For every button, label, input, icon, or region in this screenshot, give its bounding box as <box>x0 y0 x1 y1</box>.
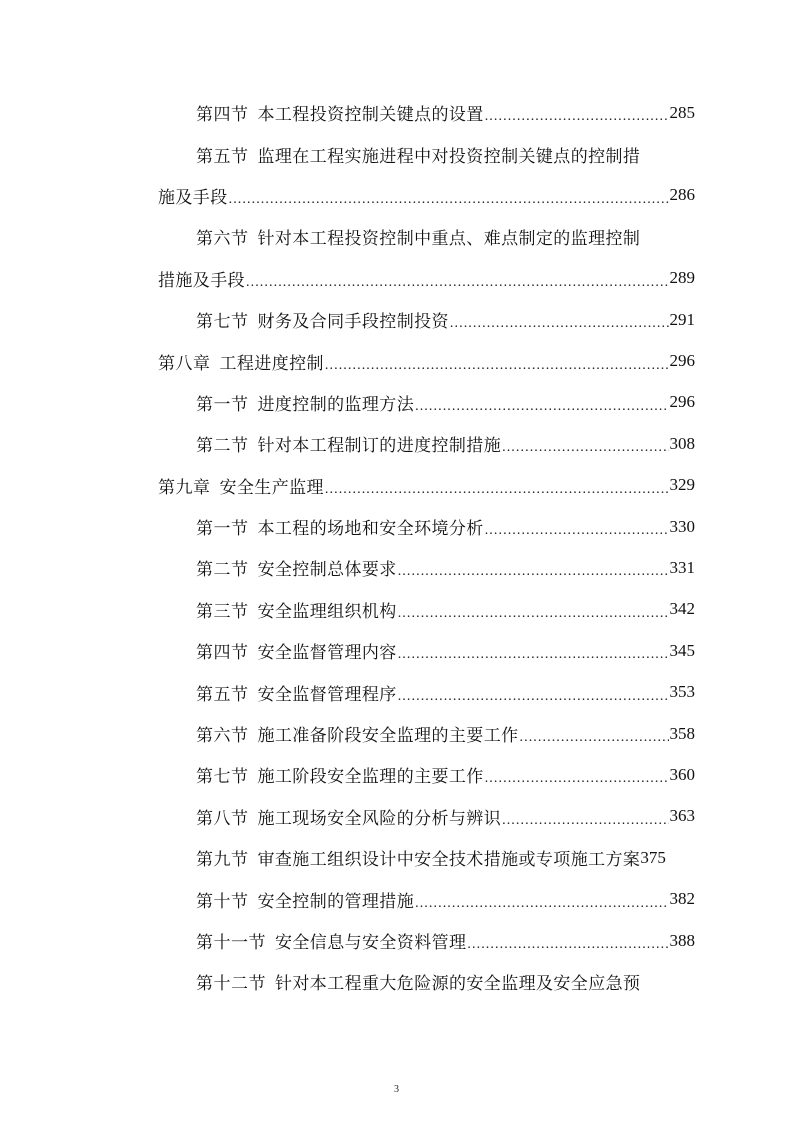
chapter-number: 第九章 <box>158 477 211 498</box>
entry-number: 第一节 <box>196 519 249 540</box>
dot-leader <box>450 312 669 329</box>
entry-title: 安全信息与安全资料管理 <box>275 933 467 953</box>
entry-page: 291 <box>669 309 695 329</box>
entry-number: 第三节 <box>196 601 249 622</box>
dot-leader <box>415 395 668 412</box>
entry-number: 第七节 <box>196 767 249 788</box>
toc-entry[interactable] <box>158 382 695 423</box>
dot-leader <box>502 809 668 826</box>
entry-title: 针对本工程投资控制中重点、难点制定的监理控制 <box>257 229 641 250</box>
entry-page: 296 <box>669 392 695 412</box>
entry-title: 本工程投资控制关键点的设置 <box>257 105 484 126</box>
toc-entry[interactable] <box>158 423 695 464</box>
dot-leader <box>415 892 668 909</box>
dot-leader <box>502 436 668 453</box>
toc-entry[interactable] <box>158 671 695 712</box>
dot-leader <box>229 188 669 205</box>
entry-number: 第九节 <box>196 850 249 871</box>
entry-page: 285 <box>669 102 695 122</box>
entry-page: 375 <box>640 847 666 867</box>
dot-leader <box>398 560 669 577</box>
entry-page: 296 <box>669 351 695 371</box>
entry-title: 施工现场安全风险的分析与辨识 <box>257 808 502 829</box>
entry-title: 本工程的场地和安全环境分析 <box>257 519 484 540</box>
entry-page: 353 <box>669 682 695 702</box>
dot-leader <box>485 767 669 784</box>
entry-number: 第四节 <box>196 105 249 126</box>
entry-title: 监理在工程实施进程中对投资控制关键点的控制措 <box>257 146 641 167</box>
toc-entry-continuation[interactable] <box>158 258 695 299</box>
entry-page: 388 <box>669 930 695 950</box>
toc-entry[interactable] <box>158 837 695 878</box>
toc-entry[interactable] <box>158 216 695 257</box>
entry-page: 286 <box>669 185 695 205</box>
entry-number: 第五节 <box>196 146 249 167</box>
entry-title: 安全控制的管理措施 <box>257 891 415 912</box>
toc-entry[interactable] <box>158 92 695 133</box>
entry-number: 第十二节 <box>196 974 266 995</box>
toc-entry-continuation[interactable] <box>158 175 695 216</box>
entry-title: 施工准备阶段安全监理的主要工作 <box>257 726 519 747</box>
entry-title: 安全监督管理内容 <box>257 643 397 664</box>
entry-number: 第六节 <box>196 229 249 250</box>
entry-title: 施工阶段安全监理的主要工作 <box>257 767 484 788</box>
entry-page: 331 <box>669 557 695 577</box>
entry-title: 针对本工程重大危险源的安全监理及安全应急预 <box>275 974 641 995</box>
table-of-contents <box>158 92 695 1003</box>
dot-leader <box>520 726 669 743</box>
dot-leader <box>246 271 669 288</box>
toc-entry[interactable] <box>158 961 695 1002</box>
page-number: 3 <box>394 1084 399 1095</box>
dot-leader <box>325 354 669 371</box>
entry-page: 330 <box>669 516 695 536</box>
toc-entry[interactable] <box>158 920 695 961</box>
dot-leader <box>325 478 669 495</box>
entry-page: 345 <box>669 640 695 660</box>
entry-title: 安全控制总体要求 <box>257 560 397 581</box>
toc-entry[interactable] <box>158 630 695 671</box>
entry-page: 360 <box>669 764 695 784</box>
toc-entry[interactable] <box>158 589 695 630</box>
entry-page: 289 <box>669 268 695 288</box>
toc-entry[interactable] <box>158 299 695 340</box>
entry-number: 第二节 <box>196 436 249 457</box>
entry-title: 审查施工组织设计中安全技术措施或专项施工方案 <box>257 850 641 871</box>
entry-number: 第十节 <box>196 891 249 912</box>
entry-number: 第二节 <box>196 560 249 581</box>
entry-title: 安全监理组织机构 <box>257 601 397 622</box>
toc-entry[interactable] <box>158 713 695 754</box>
toc-entry[interactable] <box>158 133 695 174</box>
entry-title: 进度控制的监理方法 <box>257 394 415 415</box>
dot-leader <box>398 643 669 660</box>
entry-page: 363 <box>669 806 695 826</box>
toc-chapter-entry[interactable] <box>158 465 695 506</box>
entry-page: 342 <box>669 599 695 619</box>
chapter-title: 工程进度控制 <box>219 353 324 374</box>
entry-page: 329 <box>669 475 695 495</box>
toc-entry[interactable] <box>158 547 695 588</box>
dot-leader <box>398 602 669 619</box>
entry-title: 措施及手段 <box>158 270 245 291</box>
entry-number: 第十一节 <box>196 933 266 953</box>
entry-page: 358 <box>669 723 695 743</box>
dot-leader <box>485 105 669 122</box>
entry-number: 第八节 <box>196 808 249 829</box>
toc-entry[interactable] <box>158 878 695 919</box>
toc-entry[interactable] <box>158 796 695 837</box>
entry-title: 安全监督管理程序 <box>257 684 397 705</box>
toc-entry[interactable] <box>158 754 695 795</box>
entry-page: 308 <box>669 433 695 453</box>
dot-leader <box>485 519 669 536</box>
entry-title: 财务及合同手段控制投资 <box>257 312 449 333</box>
entry-number: 第七节 <box>196 312 249 333</box>
entry-number: 第六节 <box>196 726 249 747</box>
entry-title: 施及手段 <box>158 187 228 208</box>
chapter-title: 安全生产监理 <box>219 477 324 498</box>
dot-leader <box>398 685 669 702</box>
chapter-number: 第八章 <box>158 353 211 374</box>
entry-title: 针对本工程制订的进度控制措施 <box>257 436 502 457</box>
toc-chapter-entry[interactable] <box>158 340 695 381</box>
entry-number: 第一节 <box>196 394 249 415</box>
entry-number: 第五节 <box>196 684 249 705</box>
entry-number: 第四节 <box>196 643 249 664</box>
dot-leader <box>467 933 668 950</box>
entry-page: 382 <box>669 889 695 909</box>
toc-entry[interactable] <box>158 506 695 547</box>
